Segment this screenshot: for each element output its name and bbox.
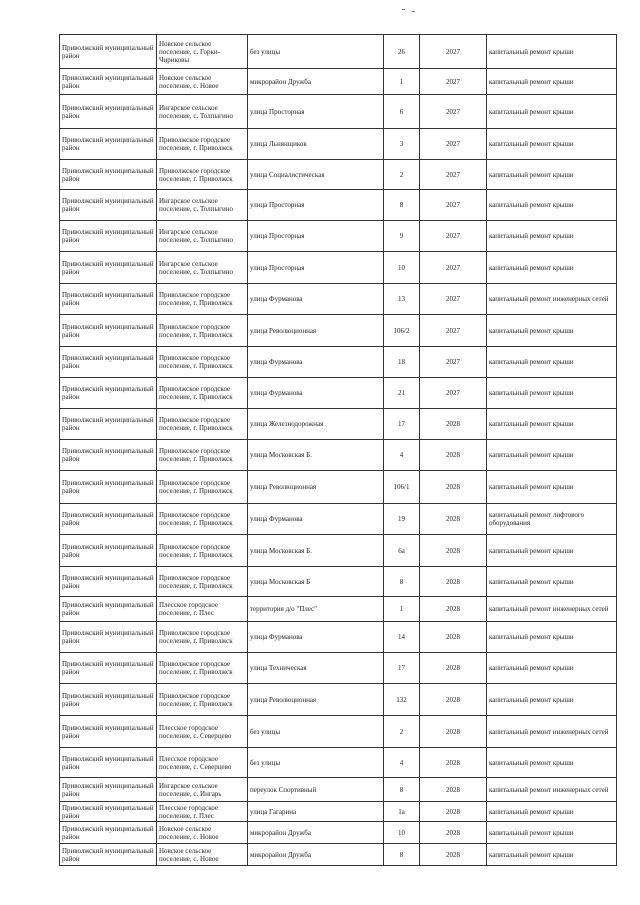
house-number-cell: 21	[384, 378, 420, 409]
district-cell: Приволжский муниципальный район	[60, 822, 157, 844]
settlement-cell: Новское сельское поселение, с. Новое	[157, 69, 248, 95]
table-row	[60, 69, 617, 95]
work-type-cell: капитальный ремонт крыши	[487, 129, 617, 160]
work-type-cell: капитальный ремонт крыши	[487, 95, 617, 129]
street-cell: улица Революционная	[248, 471, 384, 504]
house-number-cell: 10	[384, 252, 420, 284]
house-number-cell: 2	[384, 716, 420, 748]
street-cell: микрорайон Дружба	[248, 822, 384, 844]
year-cell: 2028	[420, 844, 487, 866]
district-cell: Приволжский муниципальный район	[60, 716, 157, 748]
district-cell: Приволжский муниципальный район	[60, 622, 157, 653]
housing-repair-table	[59, 34, 617, 866]
house-number-cell: 19	[384, 504, 420, 535]
year-cell: 2027	[420, 315, 487, 347]
district-cell: Приволжский муниципальный район	[60, 190, 157, 221]
settlement-cell: Приволжское городское поселение, г. Приволжск	[157, 653, 248, 684]
table-row	[60, 802, 617, 822]
scan-mark	[402, 9, 405, 10]
year-cell: 2028	[420, 684, 487, 716]
house-number-cell: 2	[384, 160, 420, 190]
house-number-cell: 106/2	[384, 315, 420, 347]
settlement-cell: Новское сельское поселение, с. Горки-Чириковы	[157, 35, 248, 69]
district-cell: Приволжский муниципальный район	[60, 95, 157, 129]
settlement-cell: Приволжское городское поселение, г. Приволжск	[157, 347, 248, 378]
work-type-cell: капитальный ремонт крыши	[487, 378, 617, 409]
settlement-cell: Приволжское городское поселение, г. Приволжск	[157, 160, 248, 190]
work-type-cell: капитальный ремонт крыши	[487, 347, 617, 378]
table-row	[60, 844, 617, 866]
street-cell: без улицы	[248, 716, 384, 748]
table-row	[60, 252, 617, 284]
work-type-cell: капитальный ремонт крыши	[487, 69, 617, 95]
year-cell: 2027	[420, 190, 487, 221]
work-type-cell: капитальный ремонт инженерных сетей	[487, 778, 617, 802]
street-cell: улица Техническая	[248, 653, 384, 684]
settlement-cell: Новское сельское поселение, с. Новое	[157, 822, 248, 844]
house-number-cell: 3	[384, 129, 420, 160]
settlement-cell: Ингарское сельское поселение, с. Толпыгино	[157, 190, 248, 221]
year-cell: 2027	[420, 221, 487, 252]
district-cell: Приволжский муниципальный район	[60, 160, 157, 190]
table-row	[60, 35, 617, 69]
work-type-cell: капитальный ремонт крыши	[487, 622, 617, 653]
work-type-cell: капитальный ремонт крыши	[487, 822, 617, 844]
work-type-cell: капитальный ремонт крыши	[487, 844, 617, 866]
year-cell: 2027	[420, 252, 487, 284]
district-cell: Приволжский муниципальный район	[60, 69, 157, 95]
district-cell: Приволжский муниципальный район	[60, 471, 157, 504]
table-row	[60, 440, 617, 471]
district-cell: Приволжский муниципальный район	[60, 221, 157, 252]
house-number-cell: 8	[384, 567, 420, 597]
year-cell: 2027	[420, 284, 487, 315]
settlement-cell: Ингарское сельское поселение, с. Толпыгино	[157, 95, 248, 129]
year-cell: 2028	[420, 778, 487, 802]
district-cell: Приволжский муниципальный район	[60, 378, 157, 409]
settlement-cell: Приволжское городское поселение, г. Приволжск	[157, 471, 248, 504]
street-cell: микрорайон Дружба	[248, 69, 384, 95]
year-cell: 2027	[420, 69, 487, 95]
work-type-cell: капитальный ремонт крыши	[487, 684, 617, 716]
scan-mark	[412, 11, 415, 12]
street-cell: без улицы	[248, 748, 384, 778]
table-row	[60, 716, 617, 748]
house-number-cell: 1а	[384, 802, 420, 822]
settlement-cell: Ингарское сельское поселение, с. Толпыгино	[157, 221, 248, 252]
year-cell: 2027	[420, 95, 487, 129]
work-type-cell: капитальный ремонт крыши	[487, 409, 617, 440]
street-cell: улица Фурманова	[248, 284, 384, 315]
settlement-cell: Приволжское городское поселение, г. Приволжск	[157, 378, 248, 409]
settlement-cell: Приволжское городское поселение, г. Приволжск	[157, 535, 248, 567]
work-type-cell: капитальный ремонт крыши	[487, 221, 617, 252]
year-cell: 2027	[420, 160, 487, 190]
settlement-cell: Приволжское городское поселение, г. Приволжск	[157, 129, 248, 160]
street-cell: улица Просторная	[248, 190, 384, 221]
house-number-cell: 8	[384, 190, 420, 221]
year-cell: 2028	[420, 716, 487, 748]
table-row	[60, 535, 617, 567]
year-cell: 2028	[420, 504, 487, 535]
street-cell: улица Просторная	[248, 252, 384, 284]
table-row	[60, 284, 617, 315]
work-type-cell: капитальный ремонт крыши	[487, 653, 617, 684]
house-number-cell: 1	[384, 69, 420, 95]
street-cell: улица Социалистическая	[248, 160, 384, 190]
house-number-cell: 9	[384, 221, 420, 252]
settlement-cell: Плесское городское поселение, г. Плес	[157, 597, 248, 622]
house-number-cell: 4	[384, 748, 420, 778]
table-row	[60, 160, 617, 190]
year-cell: 2028	[420, 440, 487, 471]
year-cell: 2028	[420, 597, 487, 622]
street-cell: улица Московская Б.	[248, 535, 384, 567]
district-cell: Приволжский муниципальный район	[60, 597, 157, 622]
house-number-cell: 6	[384, 95, 420, 129]
settlement-cell: Плесское городское поселение, с. Северцево	[157, 716, 248, 748]
district-cell: Приволжский муниципальный район	[60, 567, 157, 597]
district-cell: Приволжский муниципальный район	[60, 440, 157, 471]
table-row	[60, 409, 617, 440]
year-cell: 2028	[420, 409, 487, 440]
year-cell: 2028	[420, 535, 487, 567]
street-cell: микрорайон Дружба	[248, 844, 384, 866]
table-row	[60, 684, 617, 716]
house-number-cell: 10	[384, 822, 420, 844]
settlement-cell: Новское сельское поселение, с. Новое	[157, 844, 248, 866]
year-cell: 2028	[420, 622, 487, 653]
street-cell: улица Просторная	[248, 221, 384, 252]
street-cell: без улицы	[248, 35, 384, 69]
work-type-cell: капитальный ремонт крыши	[487, 802, 617, 822]
street-cell: территория д/о "Плес"	[248, 597, 384, 622]
work-type-cell: капитальный ремонт крыши	[487, 748, 617, 778]
year-cell: 2028	[420, 748, 487, 778]
settlement-cell: Приволжское городское поселение, г. Приволжск	[157, 504, 248, 535]
house-number-cell: 8	[384, 844, 420, 866]
settlement-cell: Плесское городское поселение, с. Северцево	[157, 748, 248, 778]
street-cell: улица Московская Б.	[248, 440, 384, 471]
street-cell: улица Московская Б	[248, 567, 384, 597]
district-cell: Приволжский муниципальный район	[60, 409, 157, 440]
table-row	[60, 822, 617, 844]
district-cell: Приволжский муниципальный район	[60, 315, 157, 347]
settlement-cell: Ингарское сельское поселение, с. Толпыгино	[157, 252, 248, 284]
street-cell: улица Фурманова	[248, 504, 384, 535]
year-cell: 2027	[420, 378, 487, 409]
year-cell: 2028	[420, 471, 487, 504]
table-row	[60, 95, 617, 129]
house-number-cell: 8	[384, 778, 420, 802]
house-number-cell: 6а	[384, 535, 420, 567]
house-number-cell: 106/1	[384, 471, 420, 504]
settlement-cell: Приволжское городское поселение, г. Приволжск	[157, 622, 248, 653]
work-type-cell: капитальный ремонт крыши	[487, 471, 617, 504]
street-cell: улица Революционная	[248, 684, 384, 716]
house-number-cell: 1	[384, 597, 420, 622]
work-type-cell: капитальный ремонт инженерных сетей	[487, 284, 617, 315]
work-type-cell: капитальный ремонт крыши	[487, 252, 617, 284]
house-number-cell: 132	[384, 684, 420, 716]
year-cell: 2028	[420, 567, 487, 597]
table-row	[60, 748, 617, 778]
settlement-cell: Приволжское городское поселение, г. Приволжск	[157, 567, 248, 597]
work-type-cell: капитальный ремонт крыши	[487, 315, 617, 347]
work-type-cell: капитальный ремонт крыши	[487, 160, 617, 190]
street-cell: улица Фурманова	[248, 378, 384, 409]
work-type-cell: капитальный ремонт лифтового оборудования	[487, 504, 617, 535]
work-type-cell: капитальный ремонт крыши	[487, 440, 617, 471]
street-cell: переулок Спортивный	[248, 778, 384, 802]
year-cell: 2028	[420, 653, 487, 684]
district-cell: Приволжский муниципальный район	[60, 252, 157, 284]
table-row	[60, 378, 617, 409]
table-row	[60, 622, 617, 653]
table-row	[60, 653, 617, 684]
district-cell: Приволжский муниципальный район	[60, 684, 157, 716]
street-cell: улица Железнодорожная	[248, 409, 384, 440]
work-type-cell: капитальный ремонт инженерных сетей	[487, 716, 617, 748]
year-cell: 2028	[420, 822, 487, 844]
district-cell: Приволжский муниципальный район	[60, 748, 157, 778]
table-row	[60, 347, 617, 378]
district-cell: Приволжский муниципальный район	[60, 129, 157, 160]
table-row	[60, 597, 617, 622]
settlement-cell: Плесское городское поселение, г. Плес	[157, 802, 248, 822]
district-cell: Приволжский муниципальный район	[60, 504, 157, 535]
street-cell: улица Гагарина	[248, 802, 384, 822]
house-number-cell: 26	[384, 35, 420, 69]
settlement-cell: Приволжское городское поселение, г. Приволжск	[157, 684, 248, 716]
street-cell: улица Фурманова	[248, 347, 384, 378]
street-cell: улица Просторная	[248, 95, 384, 129]
work-type-cell: капитальный ремонт крыши	[487, 35, 617, 69]
work-type-cell: капитальный ремонт крыши	[487, 567, 617, 597]
table-row	[60, 471, 617, 504]
settlement-cell: Приволжское городское поселение, г. Приволжск	[157, 440, 248, 471]
table-row	[60, 129, 617, 160]
street-cell: улица Фурманова	[248, 622, 384, 653]
work-type-cell: капитальный ремонт инженерных сетей	[487, 597, 617, 622]
street-cell: улица Льнянщиков	[248, 129, 384, 160]
table-row	[60, 567, 617, 597]
district-cell: Приволжский муниципальный район	[60, 35, 157, 69]
year-cell: 2027	[420, 347, 487, 378]
house-number-cell: 4	[384, 440, 420, 471]
district-cell: Приволжский муниципальный район	[60, 653, 157, 684]
house-number-cell: 14	[384, 622, 420, 653]
year-cell: 2027	[420, 129, 487, 160]
work-type-cell: капитальный ремонт крыши	[487, 190, 617, 221]
settlement-cell: Приволжское городское поселение, г. Приволжск	[157, 315, 248, 347]
house-number-cell: 17	[384, 653, 420, 684]
table-row	[60, 504, 617, 535]
settlement-cell: Приволжское городское поселение, г. Приволжск	[157, 409, 248, 440]
district-cell: Приволжский муниципальный район	[60, 844, 157, 866]
district-cell: Приволжский муниципальный район	[60, 778, 157, 802]
year-cell: 2028	[420, 802, 487, 822]
street-cell: улица Революционная	[248, 315, 384, 347]
district-cell: Приволжский муниципальный район	[60, 535, 157, 567]
work-type-cell: капитальный ремонт крыши	[487, 535, 617, 567]
settlement-cell: Ингарское сельское поселение, с. Ингарь	[157, 778, 248, 802]
table-row	[60, 778, 617, 802]
table-row	[60, 315, 617, 347]
year-cell: 2027	[420, 35, 487, 69]
house-number-cell: 13	[384, 284, 420, 315]
house-number-cell: 17	[384, 409, 420, 440]
table-body	[60, 35, 617, 866]
district-cell: Приволжский муниципальный район	[60, 347, 157, 378]
district-cell: Приволжский муниципальный район	[60, 284, 157, 315]
table-row	[60, 221, 617, 252]
settlement-cell: Приволжское городское поселение, г. Приволжск	[157, 284, 248, 315]
table-row	[60, 190, 617, 221]
house-number-cell: 18	[384, 347, 420, 378]
district-cell: Приволжский муниципальный район	[60, 802, 157, 822]
